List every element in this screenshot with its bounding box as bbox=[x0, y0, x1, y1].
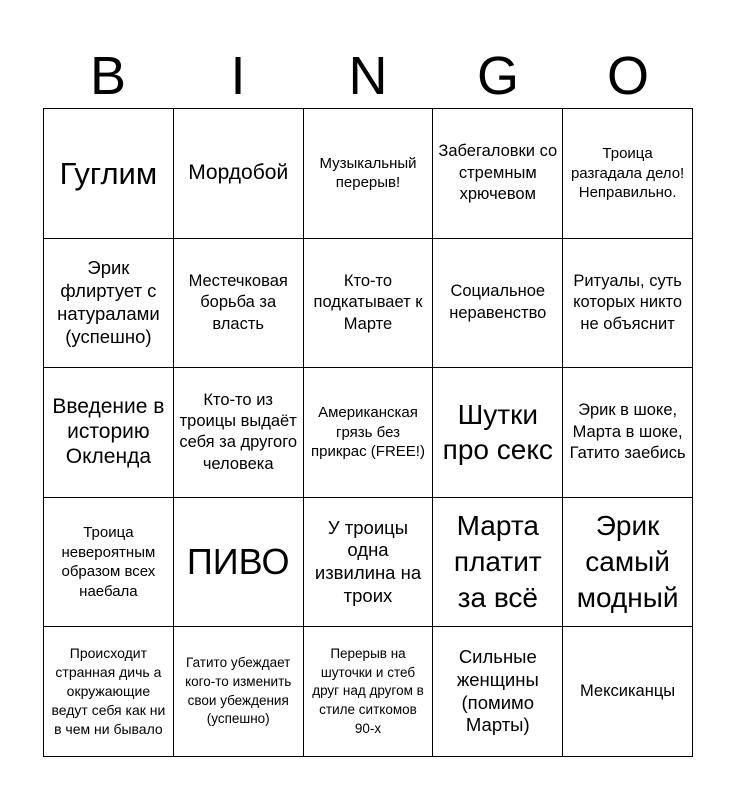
bingo-cell[interactable] bbox=[563, 498, 693, 628]
bingo-cell[interactable] bbox=[44, 368, 174, 498]
bingo-cell-text: Троица разгадала дело! Неправильно. bbox=[570, 145, 685, 202]
bingo-cell[interactable] bbox=[304, 368, 434, 498]
bingo-cell-text: Введение в историю Окленда bbox=[52, 395, 165, 468]
title-letter-i: I bbox=[230, 46, 246, 106]
bingo-cell-text: Гатито убеждает кого-то изменить свои убеждения (успешно) bbox=[185, 655, 292, 727]
bingo-cell-text: Музыкальный перерыв! bbox=[319, 154, 417, 192]
bingo-cell[interactable] bbox=[174, 368, 304, 498]
bingo-cell-text: Перерыв на шуточки и стеб друг над другом в стиле ситкомов 90-х bbox=[312, 646, 424, 736]
bingo-cell-text: Сильные женщины (помимо Марты) bbox=[456, 646, 539, 736]
bingo-cell-text: Кто-то из троицы выдаёт себя за другого человека bbox=[179, 390, 298, 473]
bingo-cell[interactable] bbox=[174, 498, 304, 628]
bingo-cell[interactable] bbox=[304, 239, 434, 369]
bingo-cell-text: Мордобой bbox=[188, 160, 289, 184]
title-letter-g: G bbox=[476, 46, 519, 106]
bingo-cell[interactable] bbox=[44, 627, 174, 757]
bingo-cell-text: Эрик самый модный bbox=[576, 510, 679, 613]
bingo-cell[interactable] bbox=[433, 239, 563, 369]
bingo-cell-text: У троицы одна извилина на троих bbox=[314, 516, 422, 606]
bingo-cell-text: Гуглим bbox=[59, 155, 158, 191]
bingo-cell[interactable] bbox=[44, 498, 174, 628]
bingo-cell[interactable] bbox=[563, 627, 693, 757]
bingo-cell[interactable] bbox=[174, 239, 304, 369]
bingo-cell[interactable] bbox=[44, 109, 174, 239]
bingo-cell[interactable] bbox=[304, 109, 434, 239]
bingo-cell[interactable] bbox=[44, 239, 174, 369]
bingo-title bbox=[43, 44, 693, 108]
title-letter-b: B bbox=[89, 46, 127, 106]
bingo-cell[interactable] bbox=[563, 368, 693, 498]
bingo-cell[interactable] bbox=[174, 627, 304, 757]
bingo-cell-text: Шутки про секс bbox=[442, 398, 553, 466]
bingo-cell-text: Кто-то подкатывает к Марте bbox=[313, 271, 423, 333]
bingo-cell-text: Ритуалы, суть которых никто не объяснит bbox=[573, 271, 683, 333]
bingo-cell[interactable] bbox=[304, 498, 434, 628]
bingo-cell[interactable] bbox=[304, 627, 434, 757]
title-letter-o: O bbox=[606, 46, 649, 106]
bingo-cell-text: Социальное неравенство bbox=[449, 282, 547, 322]
bingo-cell-text: ПИВО bbox=[186, 540, 290, 582]
bingo-cell[interactable] bbox=[563, 239, 693, 369]
bingo-cell-text: Американская грязь без прикрас (FREE!) bbox=[311, 404, 425, 461]
bingo-cell[interactable] bbox=[433, 627, 563, 757]
bingo-cell-text: Мексиканцы bbox=[580, 681, 676, 700]
bingo-cell-text: Троица невероятным образом всех наебала bbox=[61, 524, 156, 600]
title-letter-n: N bbox=[348, 46, 388, 106]
bingo-cell[interactable] bbox=[433, 498, 563, 628]
bingo-cell[interactable] bbox=[433, 368, 563, 498]
bingo-cell-text: Эрик флиртует с натуралами (успешно) bbox=[57, 257, 160, 347]
bingo-cell[interactable] bbox=[174, 109, 304, 239]
bingo-cell-text: Эрик в шоке, Марта в шоке, Гатито заебись bbox=[569, 401, 686, 463]
bingo-cell[interactable] bbox=[433, 109, 563, 239]
bingo-cell-text: Происходит странная дичь а окружающие ведут себя как ни в чем ни бывало bbox=[51, 645, 166, 738]
bingo-board bbox=[43, 108, 693, 757]
bingo-cell[interactable] bbox=[563, 109, 693, 239]
bingo-cell-text: Местечковая борьба за власть bbox=[188, 271, 288, 333]
bingo-cell-text: Забегаловки со стремным хрючевом bbox=[438, 142, 558, 204]
bingo-cell-text: Марта платит за всё bbox=[453, 510, 542, 613]
